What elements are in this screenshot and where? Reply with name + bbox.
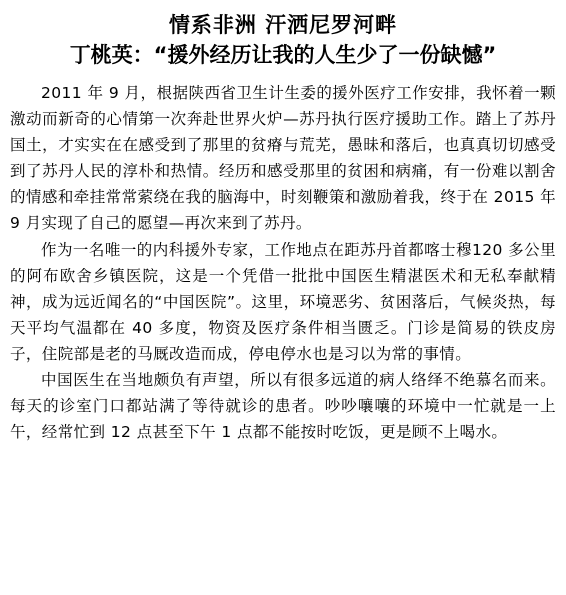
paragraph-2: 作为一名唯一的内科援外专家，工作地点在距苏丹首都喀士穆120 多公里的阿布欧舍乡镇医院，这是一个凭借一批批中国医生精湛医术和无私奉献精神，成为远近闻名的“中国医院”。这里，环境恶劣、贫困落后，气候炎热，每天平均气温都在 40 多度，物资及医疗条件相当匮乏。门诊是简易的铁皮房子，住院部是老的马厩改造而成，停电停水也是习以为常的事情。: [10, 240, 556, 363]
article-body: [10, 80, 556, 445]
paragraph-1: 2011 年 9 月，根据陕西省卫生计生委的援外医疗工作安排，我怀着一颗激动而新奇的心情第一次奔赴世界火炉—苏丹执行医疗援助工作。踏上了苏丹国土，才实实在在感受到了那里的贫瘠与荒芜，愚昧和落后，也真真切切感受到了苏丹人民的淳朴和热情。经历和感受那里的贫困和病痛，有一份难以割舍的情感和牵挂常常萦绕在我的脑海中，时刻鞭策和激励着我，终于在 2015 年 9 月实现了自己的愿望—再次来到了苏丹。: [10, 84, 556, 233]
article-subtitle: 丁桃英：“援外经历让我的人生少了一份缺憾”: [69, 43, 497, 67]
article-title: 情系非洲 汗洒尼罗河畔: [168, 13, 398, 37]
paragraph-3: 中国医生在当地颇负有声望，所以有很多远道的病人络绎不绝慕名而来。每天的诊室门口都站满了等待就诊的患者。吵吵嚷嚷的环境中一忙就是一上午，经常忙到 12 点甚至下午 1 点都不能按时吃饭，更是顾不上喝水。: [10, 371, 556, 442]
